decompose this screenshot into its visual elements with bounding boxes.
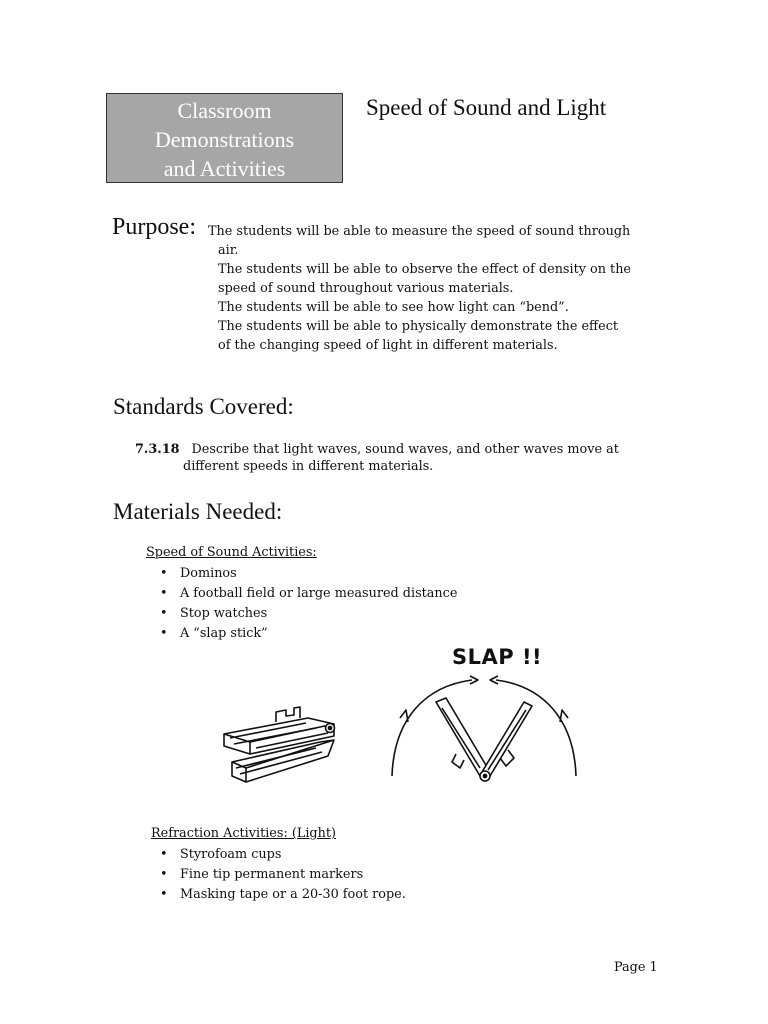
- sound-materials-list: [156, 564, 457, 644]
- purpose-line: The students will be able to observe the effect of density on the: [218, 262, 632, 277]
- refraction-activities-heading: Refraction Activities: (Light): [151, 826, 336, 841]
- purpose-line: The students will be able to see how light can “bend”.: [218, 300, 569, 315]
- sound-activities-heading: Speed of Sound Activities:: [146, 545, 317, 560]
- standard-code: 7.3.18: [135, 442, 180, 457]
- refraction-materials-list: [156, 845, 406, 905]
- title-box-line: and Activities: [163, 156, 286, 181]
- title-box: [106, 93, 343, 183]
- purpose-line: speed of sound throughout various materials.: [218, 281, 514, 296]
- list-item: • A football field or large measured distance: [156, 584, 457, 604]
- list-item: • Fine tip permanent markers: [156, 865, 406, 885]
- list-item: • Styrofoam cups: [156, 845, 406, 865]
- purpose-line: The students will be able to physically demonstrate the effect: [218, 319, 619, 334]
- standard-line: [135, 440, 619, 459]
- purpose-line: air.: [218, 243, 239, 258]
- purpose-text: [208, 222, 648, 355]
- slap-stick-open-drawing: [386, 668, 582, 784]
- title-box-line: Demonstrations: [154, 127, 295, 152]
- list-item: • Masking tape or a 20-30 foot rope.: [156, 885, 406, 905]
- standards-heading: Standards Covered:: [113, 394, 294, 419]
- page-number: Page 1: [614, 960, 658, 975]
- standard-text-cont: different speeds in different materials.: [183, 459, 434, 474]
- slap-stick-closed-drawing: [216, 700, 342, 790]
- list-item: • A “slap stick”: [156, 624, 457, 644]
- standard-text: Describe that light waves, sound waves, and other waves move at: [191, 442, 619, 457]
- purpose-line: of the changing speed of light in different materials.: [218, 338, 558, 353]
- materials-heading: Materials Needed:: [113, 499, 283, 524]
- page-title: Speed of Sound and Light: [366, 95, 607, 120]
- title-box-line: Classroom: [177, 98, 272, 123]
- slap-label: SLAP !!: [452, 645, 543, 669]
- purpose-line: The students will be able to measure the speed of sound through: [208, 224, 631, 239]
- list-item: • Dominos: [156, 564, 457, 584]
- list-item: • Stop watches: [156, 604, 457, 624]
- purpose-label: Purpose:: [112, 214, 196, 240]
